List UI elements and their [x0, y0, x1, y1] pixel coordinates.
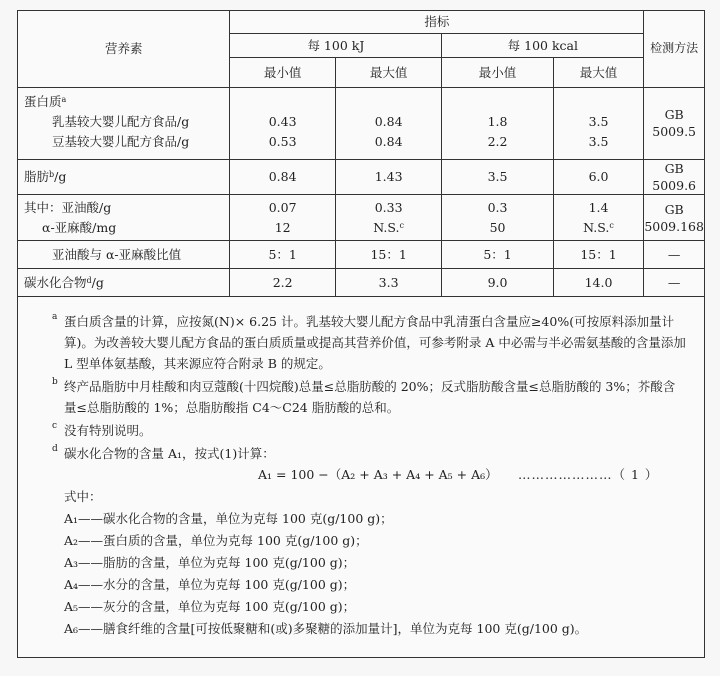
fatty-acid-labels — [18, 194, 230, 240]
protein-method: GB 5009.5 — [644, 87, 704, 159]
protein-labels — [18, 87, 230, 159]
carb-kj-min: 2.2 — [230, 268, 335, 296]
carb-row — [18, 268, 704, 296]
fat-row — [18, 159, 704, 194]
fatty-acid-method: GB 5009.168 — [644, 194, 704, 240]
protein-row — [18, 87, 704, 159]
header-nutrient: 营养素 — [18, 11, 230, 87]
formula-definitions — [18, 486, 704, 640]
fat-kcal-max: 6.0 — [553, 159, 644, 194]
ratio-kj-max: 15：1 — [335, 240, 441, 268]
header-kcal-min: 最小值 — [442, 57, 553, 87]
carb-kj-max: 3.3 — [335, 268, 441, 296]
footnote-c-text: 没有特别说明。 — [64, 423, 152, 438]
carb-label: 碳水化合物$^d$/g — [18, 268, 230, 296]
header-per-kj: 每 100 kJ — [230, 33, 442, 57]
footnote-b-text: 终产品脂肪中月桂酸和肉豆蔻酸(十四烷酸)总量≤总脂肪酸的 20%；反式脂肪酸含量≤总脂肪酸的 3%；芥酸含量≤总脂肪酸的 1%；总脂肪酸指 C4～C24 脂肪酸的总和。 — [64, 379, 676, 415]
fatty-kj-max: 0.33 N.S.$^c$ — [335, 194, 441, 240]
alpha-label: α-亚麻酸/mg — [42, 219, 117, 235]
protein-kcal-max: 3.5 3.5 — [553, 87, 644, 159]
carb-formula — [18, 464, 704, 486]
header-kcal-max: 最大值 — [553, 57, 644, 87]
standard-document — [17, 10, 705, 658]
header-kj-min: 最小值 — [230, 57, 335, 87]
protein-dairy-label: 乳基较大婴儿配方食品/g — [52, 113, 190, 129]
header-indicator: 指标 — [230, 11, 644, 33]
header-method: 检测方法 — [644, 11, 704, 87]
ratio-method: — — [644, 240, 704, 268]
linoleic-label: 其中：亚油酸/g — [24, 199, 112, 215]
carb-kcal-max: 14.0 — [553, 268, 644, 296]
fatty-kj-min: 0.07 12 — [230, 194, 335, 240]
fatty-acid-row — [18, 194, 704, 240]
fat-kj-max: 1.43 — [335, 159, 441, 194]
protein-kcal-min: 1.8 2.2 — [442, 87, 553, 159]
formula-number: …………………（ 1 ） — [518, 467, 659, 482]
footnote-a-mark: a — [52, 312, 58, 322]
fatty-kcal-max: 1.4 N.S.$^c$ — [553, 194, 644, 240]
fatty-kcal-min: 0.3 50 — [442, 194, 553, 240]
footnote-a-text: 蛋白质含量的计算，应按氮(N)× 6.25 计。乳基较大婴儿配方食品中乳清蛋白含量应≥40%(可按原料添加量计算)。为改善较大婴儿配方食品的蛋白质质量或提高其营养价值，可参考附录 A 中必需与半必需氨基酸的含量添加 L 型单体氨基酸，其来源应符合附录 B 的规定。 — [64, 314, 686, 371]
footnotes — [18, 311, 704, 640]
carb-method: — — [644, 268, 704, 296]
def-a2: A₂——蛋白质的含量，单位为克每 100 克(g/100 g)； — [64, 533, 368, 548]
protein-kj-max: 0.84 0.84 — [335, 87, 441, 159]
def-a6: A₆——膳食纤维的含量[可按低聚糖和(或)多聚糖的添加量计]，单位为克每 100 克(g/100 g)。 — [64, 621, 588, 636]
carb-kcal-min: 9.0 — [442, 268, 553, 296]
footnote-c-mark: c — [52, 421, 58, 431]
footnote-a — [18, 311, 704, 374]
protein-title: 蛋白质$^a$ — [24, 93, 67, 109]
fat-kj-min: 0.84 — [230, 159, 335, 194]
fat-label: 脂肪$^b$/g — [18, 159, 230, 194]
footnote-c — [18, 420, 704, 441]
footnote-d-mark: d — [52, 444, 58, 454]
def-a4: A₄——水分的含量，单位为克每 100 克(g/100 g)； — [64, 577, 356, 592]
footnote-b — [18, 376, 704, 418]
header-per-kcal: 每 100 kcal — [442, 33, 644, 57]
ratio-row — [18, 240, 704, 268]
ratio-kj-min: 5：1 — [230, 240, 335, 268]
def-a3: A₃——脂肪的含量，单位为克每 100 克(g/100 g)； — [64, 555, 356, 570]
ratio-kcal-min: 5：1 — [442, 240, 553, 268]
header-row-1 — [18, 11, 704, 33]
fat-kcal-min: 3.5 — [442, 159, 553, 194]
formula-expression: A₁ = 100 −（A₂ + A₃ + A₄ + A₅ + A₆） — [258, 467, 498, 482]
ratio-kcal-max: 15：1 — [553, 240, 644, 268]
footnote-b-mark: b — [52, 377, 58, 387]
nutrient-table — [18, 11, 704, 297]
footnote-d — [18, 443, 704, 464]
formula-where: 式中： — [64, 489, 102, 504]
header-kj-max: 最大值 — [335, 57, 441, 87]
protein-soy-label: 豆基较大婴儿配方食品/g — [52, 133, 190, 149]
fat-method: GB 5009.6 — [644, 159, 704, 194]
def-a1: A₁——碳水化合物的含量，单位为克每 100 克(g/100 g)； — [64, 511, 393, 526]
footnote-d-text: 碳水化合物的含量 A₁，按式(1)计算： — [64, 446, 275, 461]
ratio-label: 亚油酸与 α-亚麻酸比值 — [18, 240, 230, 268]
protein-kj-min: 0.43 0.53 — [230, 87, 335, 159]
def-a5: A₅——灰分的含量，单位为克每 100 克(g/100 g)； — [64, 599, 356, 614]
